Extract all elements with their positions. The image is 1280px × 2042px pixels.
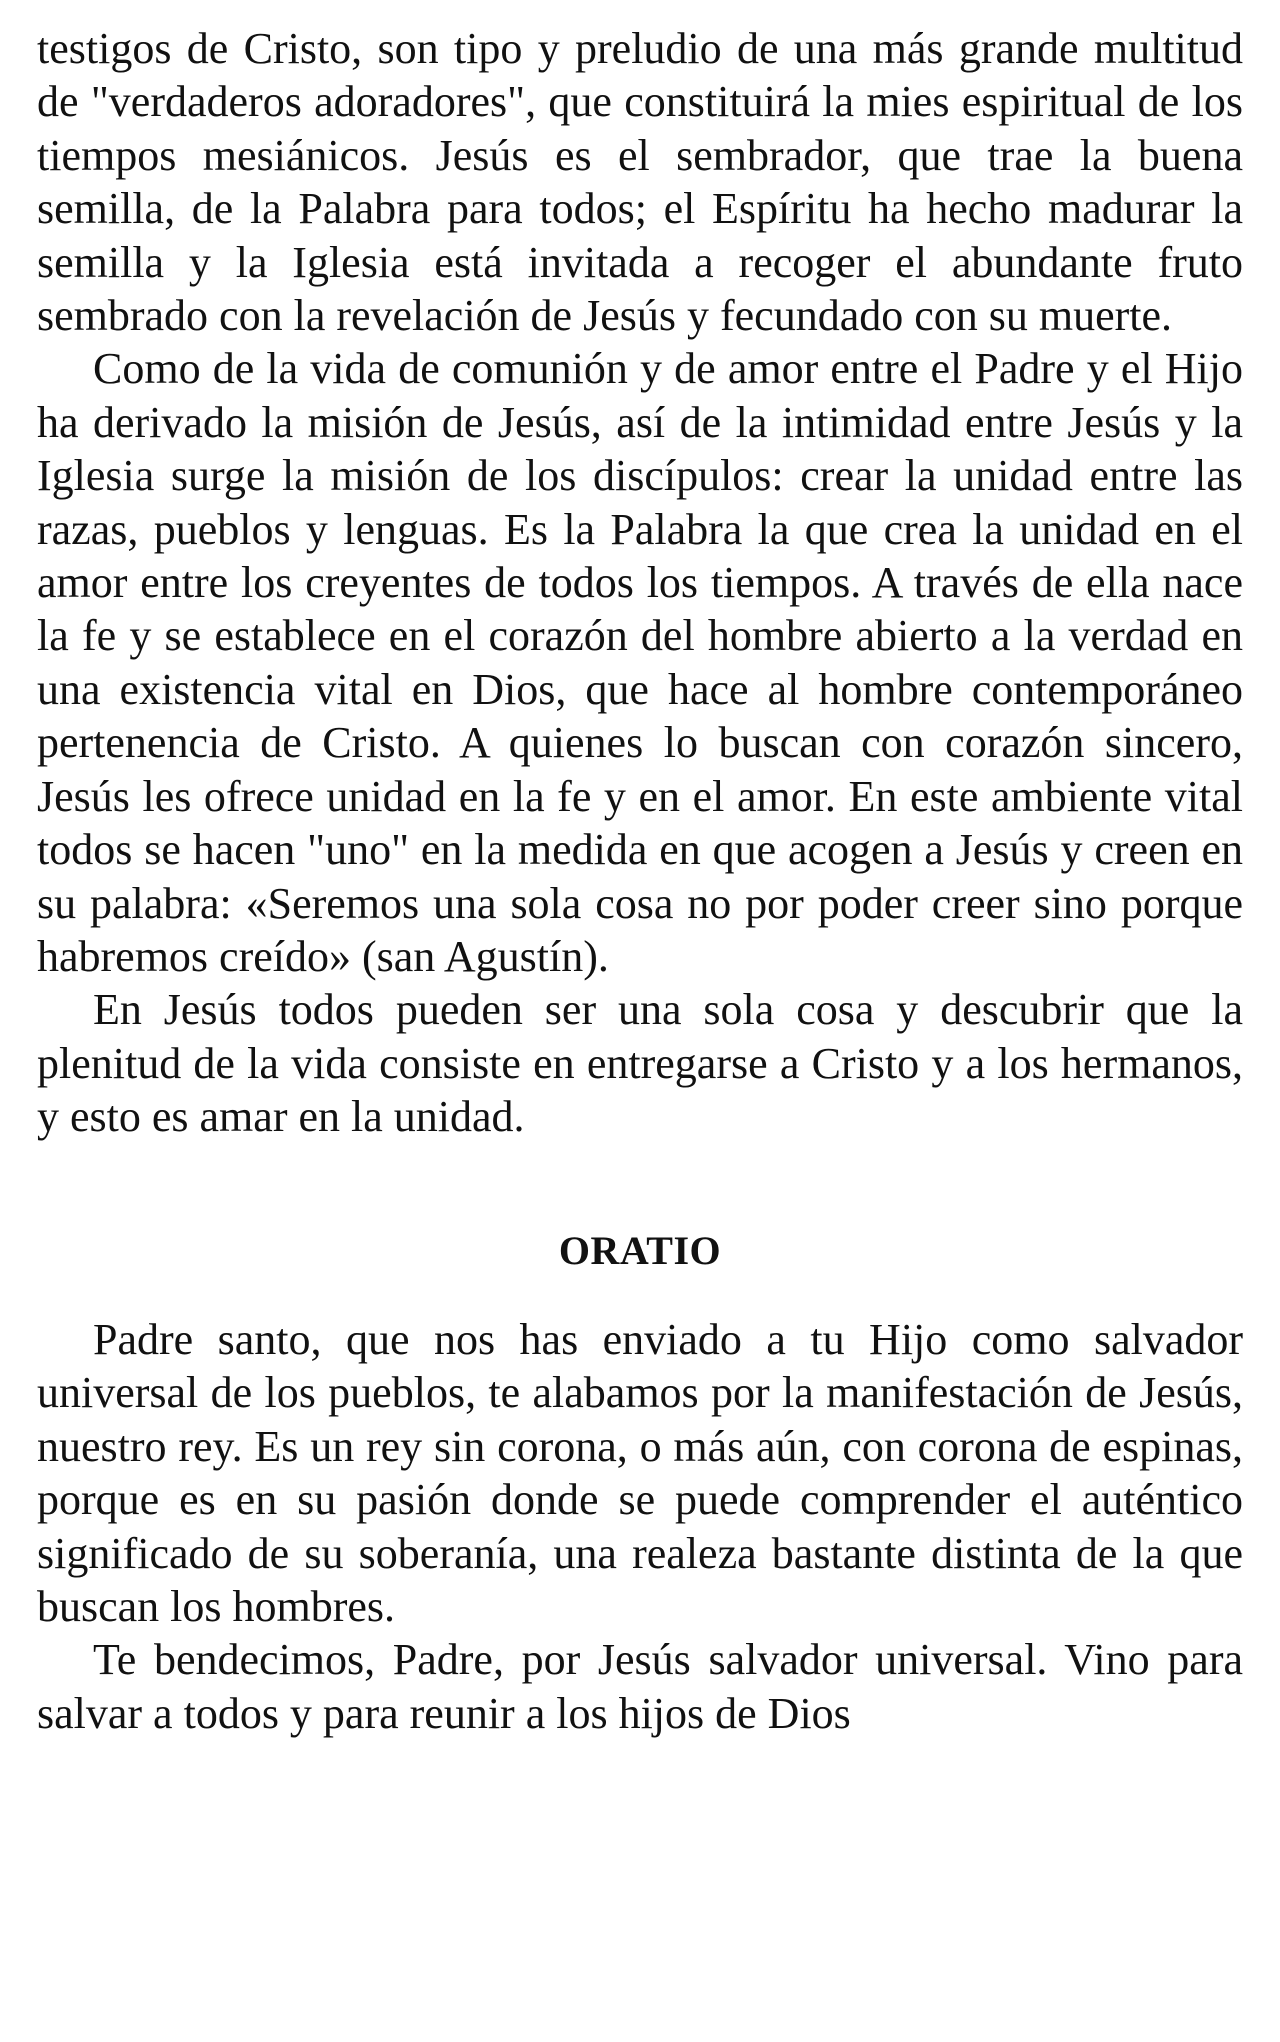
paragraph-te-bendecimos: Te bendecimos, Padre, por Jesús salvador universal. Vino para salvar a todos y para reunir a los hijos de Dios	[37, 1635, 1243, 1738]
section-heading-oratio: ORATIO	[558, 1227, 722, 1273]
book-page	[37, 22, 1243, 1740]
paragraph-comunion: Como de la vida de comunión y de amor entre el Padre y el Hijo ha derivado la misión de Jesús, así de la intimidad entre Jesús y la Iglesia surge la misión de los discípulos: crear la unidad entre las razas, pueblos y lenguas. Es la Palabra la que crea la unidad en el amor entre los creyentes de todos los tiempos. A través de ella nace la fe y se establece en el corazón del hombre abierto a la verdad en una existencia vital en Dios, que hace al hombre contemporáneo pertenencia de Cristo. A quienes lo buscan con corazón sincero, Jesús les ofrece unidad en la fe y en el amor. En este ambiente vital todos se hacen "uno" en la medida en que acogen a Jesús y creen en su palabra: «Seremos una sola cosa no por poder creer sino porque habremos creído» (san Agustín).	[37, 344, 1243, 981]
paragraph-unidad: En Jesús todos pueden ser una sola cosa y descubrir que la plenitud de la vida consiste en entregarse a Cristo y a los hermanos, y esto es amar en la unidad.	[37, 985, 1243, 1142]
paragraph-testigos: testigos de Cristo, son tipo y preludio de una más grande multitud de "verdaderos adoradores", que constituirá la mies espiritual de los tiempos mesiánicos. Jesús es el sembrador, que trae la buena semilla, de la Palabra para todos; el Espíritu ha hecho madurar la semilla y la Iglesia está invitada a recoger el abundante fruto sembrado con la revelación de Jesús y fecundado con su muerte.	[37, 24, 1243, 341]
paragraph-padre-santo: Padre santo, que nos has enviado a tu Hijo como salvador universal de los pueblos, te alabamos por la manifestación de Jesús, nuestro rey. Es un rey sin corona, o más aún, con corona de espinas, porque es en su pasión donde se puede comprender el auténtico significado de su soberanía, una realeza bastante distinta de la que buscan los hombres.	[37, 1314, 1243, 1631]
